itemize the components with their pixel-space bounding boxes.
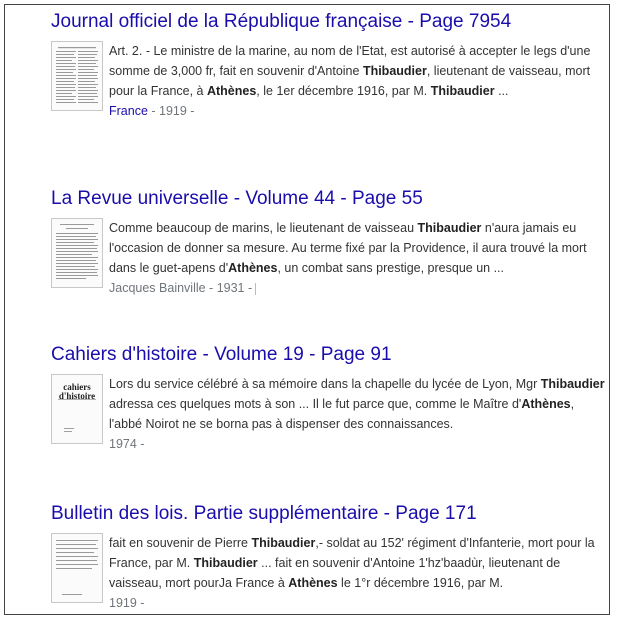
snippet-text: Comme beaucoup de marins, le lieutenant de vaisseau [109,221,418,235]
snippet-text: , un combat sans prestige, presque un ... [277,261,504,275]
snippet-keyword: Thibaudier [193,556,258,570]
result-meta-text: 1919 - [109,596,145,610]
cahiers-cover-thumbnail-icon[interactable] [51,374,103,444]
snippet-keyword: Athènes [228,261,278,275]
snippet-keyword: Athènes [288,576,338,590]
result-meta-text: Jacques Bainville - 1931 - [109,281,253,295]
result-meta [109,101,609,121]
snippet-keyword: Athènes [206,84,257,98]
result-meta-text: - 1919 - [147,104,195,118]
revue-page-thumbnail-icon[interactable] [51,218,103,288]
result-meta [109,434,609,454]
result-title-link[interactable]: Journal officiel de la République française - Page 7954 [51,11,512,32]
snippet-text: adressa ces quelques mots à son ... Il le fut parce que, comme le Maître d' [109,397,522,411]
snippet-text: n'aura jamais eu l'occasion de donner sa mesure. Au terme fixé par la Providence, il aura trouvé la mort dans le guet-apens d' [109,221,587,275]
snippet-text: , l'abbé Noirot ne se borna pas à dispenser des connaissances. [109,397,575,431]
result-title-link[interactable]: Cahiers d'histoire - Volume 19 - Page 91 [51,344,392,365]
result-snippet [109,374,609,434]
snippet-keyword: Thibaudier [417,221,482,235]
snippet-keyword: Thibaudier [362,64,427,78]
snippet-text: , le 1er décembre 1916, par M. [256,84,431,98]
snippet-text: le 1°r décembre 1916, par M. [337,576,504,590]
result-body [51,374,609,454]
journal-page-thumbnail-icon[interactable] [51,41,103,111]
search-result [51,502,609,613]
result-title-link[interactable]: La Revue universelle - Volume 44 - Page 55 [51,188,423,209]
snippet-text: ... fait en souvenir d'Antoine 1'hz'baadùr, lieutenant de vaisseau, mort pourJa France à [109,556,561,590]
result-body [51,41,609,121]
result-body [51,533,609,613]
result-snippet [109,533,609,593]
search-result [51,187,609,298]
result-snippet [109,41,609,101]
text-cursor-icon [255,283,256,295]
result-meta [109,593,609,613]
search-result [51,343,609,454]
result-meta-link[interactable]: France [109,104,148,118]
snippet-text: ,- soldat au 152' régiment d'Infanterie, mort pour la France, par M. [109,536,595,570]
result-meta-text: 1974 - [109,437,145,451]
snippet-keyword: Thibaudier [251,536,316,550]
snippet-keyword: Thibaudier [430,84,495,98]
snippet-keyword: Athènes [521,397,571,411]
result-snippet [109,218,609,278]
snippet-keyword: Thibaudier [540,377,605,391]
result-meta [109,278,609,298]
snippet-text: , lieutenant de vaisseau, mort pour la France, à [109,64,591,98]
results-frame [4,4,610,615]
result-title-link[interactable]: Bulletin des lois. Partie supplémentaire - Page 171 [51,503,477,524]
snippet-text: Lors du service célébré à sa mémoire dans la chapelle du lycée de Lyon, Mgr [109,377,541,391]
bulletin-page-thumbnail-icon[interactable] [51,533,103,603]
snippet-text: fait en souvenir de Pierre [109,536,252,550]
search-result [51,10,609,121]
result-body [51,218,609,298]
snippet-text: Art. 2. - Le ministre de la marine, au nom de l'Etat, est autorisé à accepter le legs d'une somme de 3,000 fr, fait en souvenir d'Antoine [109,44,591,78]
cahiers-cover-title: cahiers d'histoire [58,382,96,401]
snippet-text: ... [494,84,509,98]
